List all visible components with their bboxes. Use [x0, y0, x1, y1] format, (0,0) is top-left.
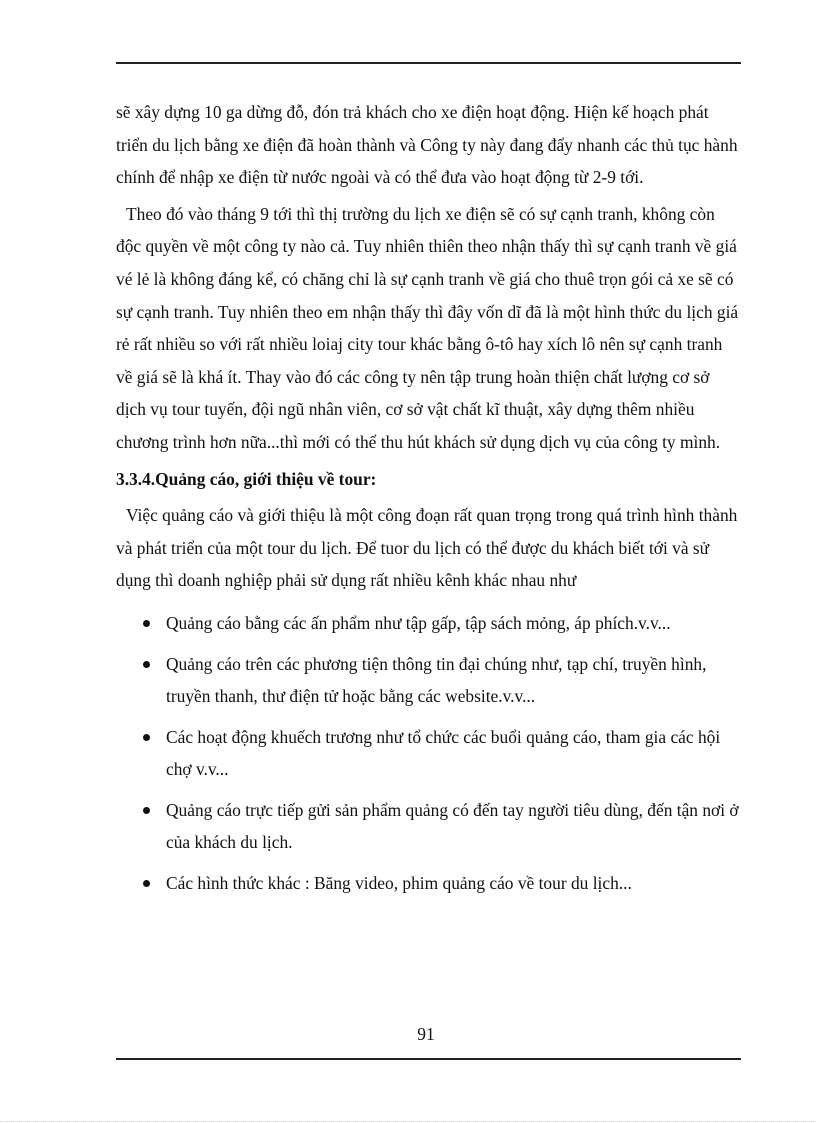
list-item: [116, 648, 741, 713]
bullet-icon: [143, 620, 150, 627]
list-item: [116, 607, 741, 640]
list-item-text: Quảng cáo trên các phương tiện thông tin đại chúng như, tạp chí, truyền hình, truyền thanh, thư điện tử hoặc bằng các website.v.v...: [166, 653, 707, 707]
list-item: [116, 721, 741, 786]
page-body: [116, 96, 741, 908]
bullet-icon: [143, 880, 150, 887]
section-heading: 3.3.4.Quảng cáo, giới thiệu về tour:: [116, 468, 377, 489]
section-intro: Việc quảng cáo và giới thiệu là một công đoạn rất quan trọng trong quá trình hình thành và phát triển của một tour du lịch. Để tuor du lịch có thể được du khách biết tới và sử dụng thì doanh nghiệp phải sử dụng rất nhiều kênh khác nhau như: [116, 505, 738, 591]
footer-rule: [116, 1058, 741, 1060]
list-item-text: Các hình thức khác : Băng video, phim quảng cáo về tour du lịch...: [166, 873, 632, 894]
advertising-channel-list: [116, 607, 741, 900]
header-rule: [116, 62, 741, 64]
list-item-text: Quảng cáo trực tiếp gửi sản phẩm quảng có đến tay người tiêu dùng, đến tận nơi ở của khách du lịch.: [166, 799, 739, 853]
page-number: 91: [417, 1024, 435, 1044]
page-edge-divider: [0, 1121, 816, 1122]
paragraph-continuation: sẽ xây dựng 10 ga dừng đỗ, đón trả khách cho xe điện hoạt động. Hiện kế hoạch phát triển du lịch bằng xe điện đã hoàn thành và Công ty này đang đẩy nhanh các thủ tục hành chính để nhập xe điện từ nước ngoài và có thể đưa vào hoạt động từ 2-9 tới.: [116, 102, 738, 188]
bullet-icon: [143, 661, 150, 668]
list-item: [116, 867, 741, 900]
list-item-text: Quảng cáo bằng các ấn phẩm như tập gấp, tập sách mỏng, áp phích.v.v...: [166, 612, 671, 633]
bullet-icon: [143, 734, 150, 741]
list-item: [116, 794, 741, 859]
list-item-text: Các hoạt động khuếch trương như tổ chức các buổi quảng cáo, tham gia các hội chợ v.v...: [166, 726, 721, 780]
bullet-icon: [143, 807, 150, 814]
paragraph-competition: Theo đó vào tháng 9 tới thì thị trường du lịch xe điện sẽ có sự cạnh tranh, không còn độc quyền về một công ty nào cả. Tuy nhiên thiên theo nhận thấy thì sự cạnh tranh về giá vé lẻ là không đáng kể, có chăng chỉ là sự cạnh tranh về giá cho thuê trọn gói cả xe sẽ có sự cạnh tranh. Tuy nhiên theo em nhận thấy thì đây vốn dĩ đã là một hình thức du lịch giá rẻ rất nhiều so với rất nhiều loiaj city tour khác bằng ô-tô hay xích lô nên sự cạnh tranh về giá sẽ là khá ít. Thay vào đó các công ty nên tập trung hoàn thiện chất lượng cơ sở dịch vụ tour tuyến, đội ngũ nhân viên, cơ sở vật chất kĩ thuật, xây dựng thêm nhiều chương trình hơn nữa...thì mới có thể thu hút khách sử dụng dịch vụ của công ty mình.: [116, 203, 739, 452]
